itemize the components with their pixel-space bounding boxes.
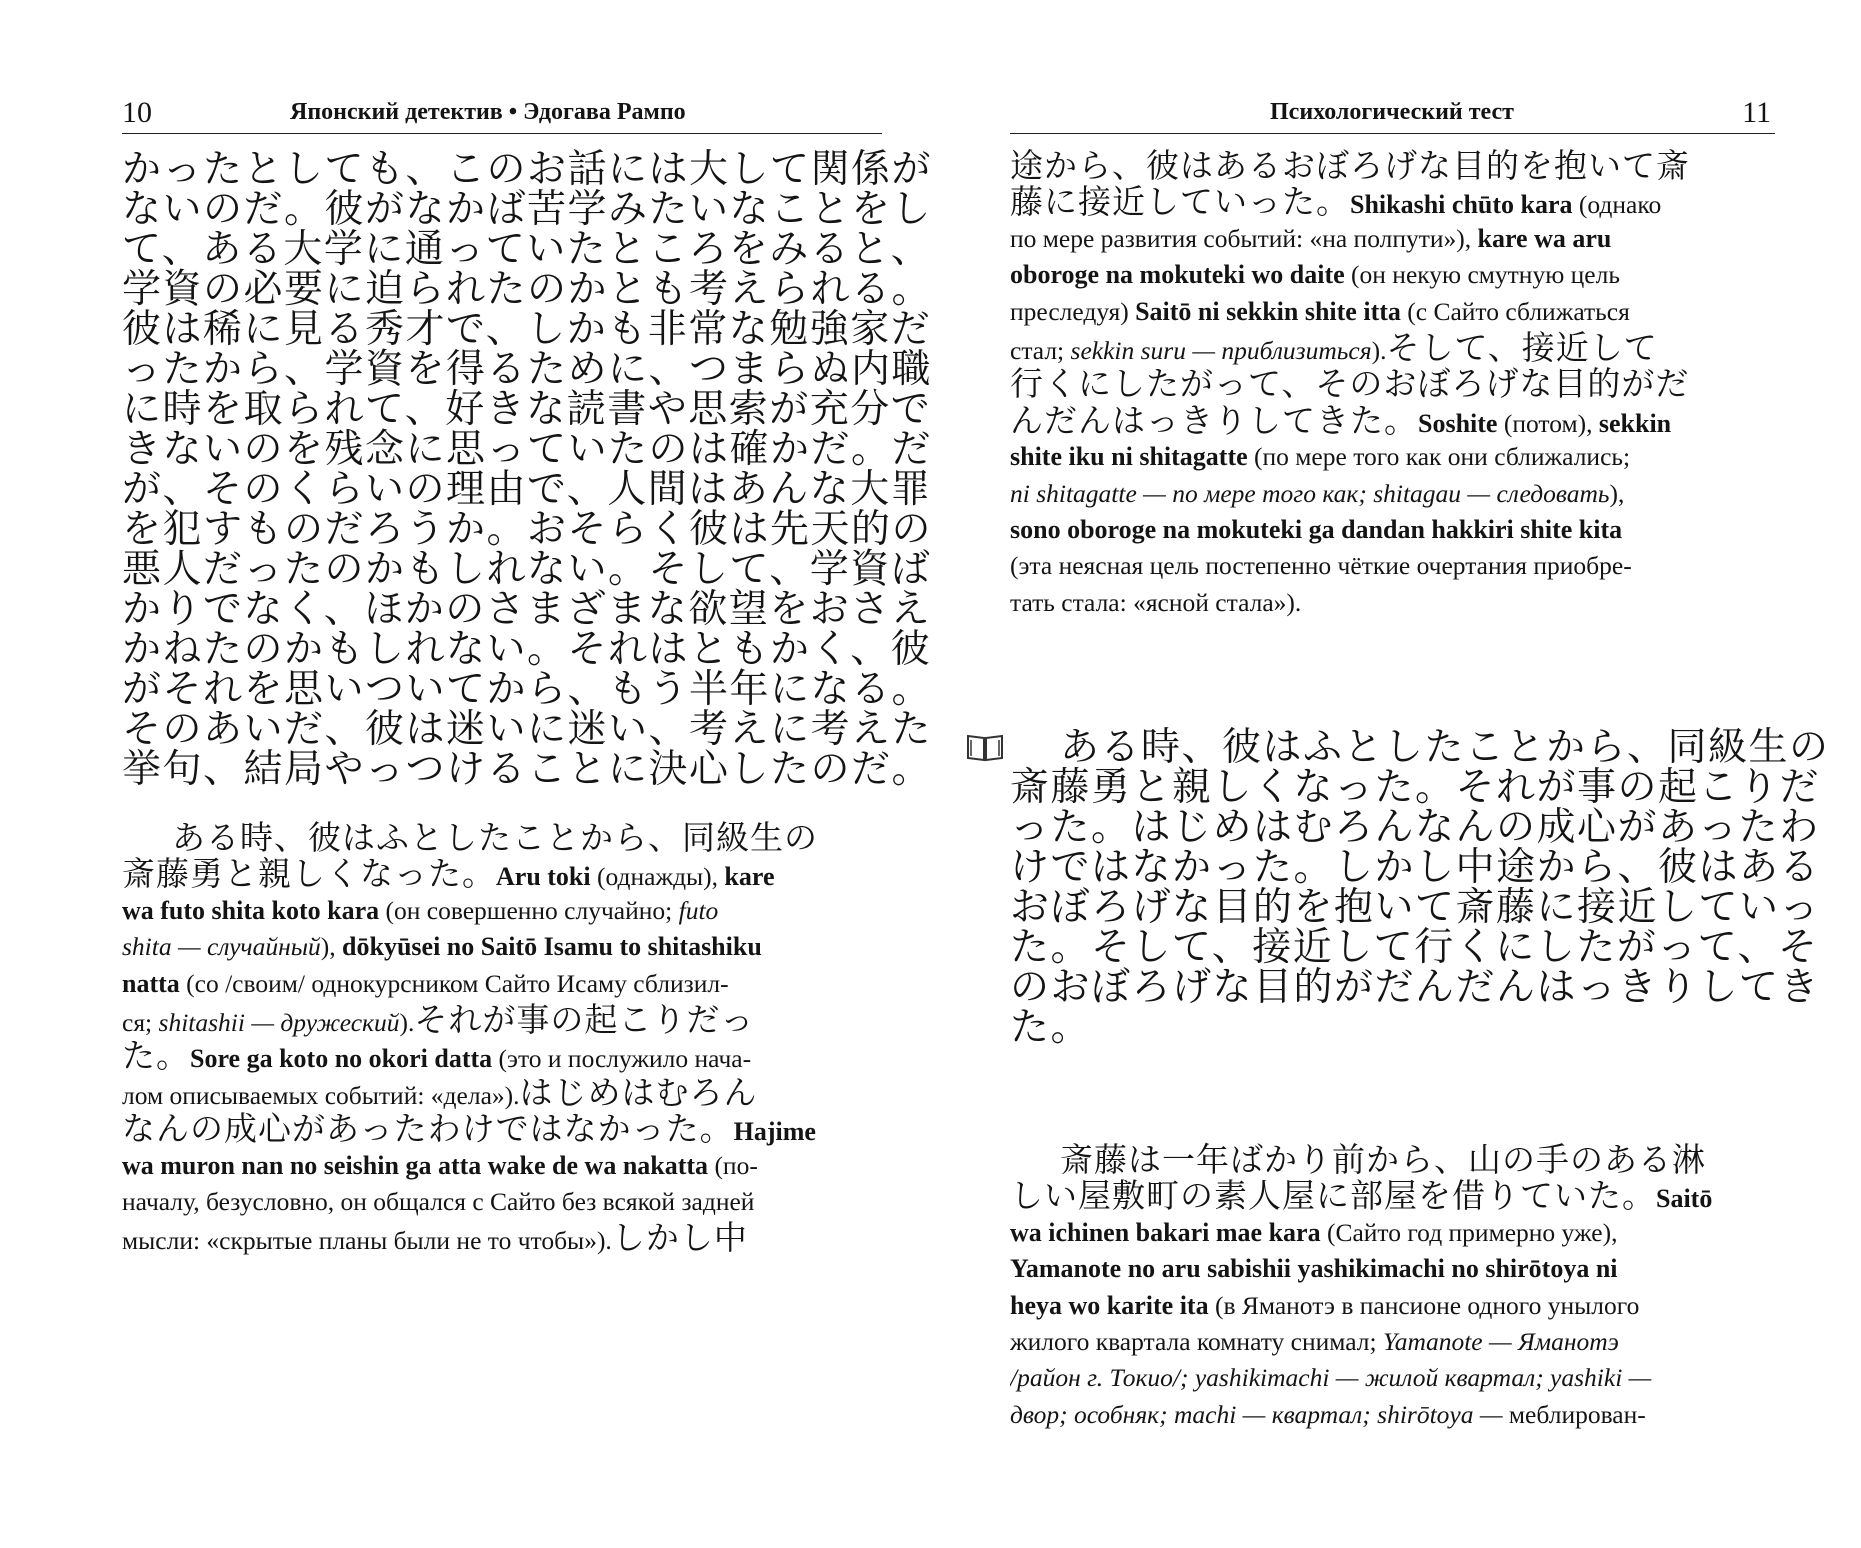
text-line bbox=[122, 1184, 882, 1220]
romaji-text: kare bbox=[724, 862, 775, 892]
romaji-text: Aru toki bbox=[496, 862, 591, 892]
translation-text: по мере развития событий: «на полпути»), bbox=[1010, 223, 1478, 253]
translation-text: лом описываемых событий: «дела»). bbox=[122, 1080, 520, 1110]
running-head-title: Японский детектив • Эдогава Рампо bbox=[290, 99, 686, 125]
text-line bbox=[1010, 1251, 1775, 1287]
text-line bbox=[1010, 476, 1775, 512]
text-line: 学資の必要に迫られたのかとも考えられる。 bbox=[122, 267, 933, 312]
text-line bbox=[122, 893, 882, 929]
japanese-text: はじめはむろん bbox=[519, 1074, 758, 1112]
translation-text: (он некую смутную цель bbox=[1344, 260, 1620, 290]
open-book-icon bbox=[966, 732, 1004, 762]
text-line bbox=[1010, 1360, 1775, 1396]
annotated-paragraph bbox=[1010, 148, 1775, 621]
annotated-paragraph bbox=[1010, 1142, 1775, 1433]
romaji-text: wa futo shita koto kara bbox=[122, 895, 380, 925]
translation-text: (со /своим/ однокурсником Сайто Исаму сблизил- bbox=[179, 968, 729, 998]
text-line: った。はじめはむろんなんの成心があったわ bbox=[1010, 805, 1820, 850]
text-line bbox=[1010, 330, 1775, 366]
translation-text: (он совершенно случайно; bbox=[379, 895, 679, 925]
translation-text: жилого квартала комнату снимал; bbox=[1010, 1326, 1383, 1356]
translation-text: (с Сайто сближаться bbox=[1400, 296, 1630, 326]
translation-text: ), bbox=[320, 932, 343, 962]
right-page bbox=[1010, 0, 1830, 1548]
text-line bbox=[1010, 366, 1775, 402]
japanese-text: 藤に接近していった。 bbox=[1010, 184, 1350, 221]
japanese-paragraph bbox=[122, 147, 933, 792]
text-line bbox=[1010, 1142, 1775, 1178]
translation-text: ). bbox=[399, 1007, 415, 1037]
text-line bbox=[122, 1111, 882, 1147]
text-line bbox=[1010, 294, 1775, 330]
text-line bbox=[122, 1148, 882, 1184]
romaji-text: wa ichinen bakari mae kara bbox=[1010, 1217, 1321, 1247]
text-line: かねたのかもしれない。それはともかく、彼 bbox=[122, 627, 932, 672]
romaji-text: sekkin bbox=[1598, 408, 1672, 438]
translation-text: мысли: «скрытые планы были не то чтобы»). bbox=[122, 1226, 612, 1256]
translation-text: (потом), bbox=[1497, 408, 1599, 438]
text-line bbox=[1010, 1178, 1775, 1214]
text-line bbox=[1010, 184, 1775, 220]
text-line: 悪人だったのかもしれない。そして、学資ば bbox=[122, 547, 932, 592]
text-line: けではなかった。しかし中途から、彼はある bbox=[1010, 845, 1821, 890]
header-rule bbox=[122, 133, 882, 134]
translation-text: (Сайто год примерно уже), bbox=[1320, 1217, 1618, 1247]
text-line bbox=[122, 1220, 882, 1256]
translation-text: началу, безусловно, он общался с Сайто без всякой задней bbox=[122, 1186, 755, 1216]
text-line: 彼は稀に見る秀才で、しかも非常な勉強家だ bbox=[122, 307, 932, 352]
running-head-left bbox=[122, 95, 882, 135]
romaji-text: heya wo karite ita bbox=[1010, 1290, 1209, 1320]
text-line: て、ある大学に通っていたところをみると、 bbox=[122, 227, 932, 272]
running-head-title: Психологический тест bbox=[1270, 99, 1514, 125]
text-line bbox=[122, 856, 882, 892]
japanese-text: それが事の起こりだっ bbox=[414, 1001, 755, 1039]
romaji-text: Soshite bbox=[1418, 408, 1498, 438]
translation-text: ), bbox=[1609, 478, 1625, 508]
text-line: かったとしても、このお話には大して関係が bbox=[122, 147, 933, 192]
japanese-text: なんの成心があったわけではなかった。 bbox=[122, 1111, 734, 1148]
text-line bbox=[1010, 148, 1775, 184]
romaji-text: shite iku ni shitagatte bbox=[1010, 442, 1248, 472]
text-line bbox=[122, 1002, 882, 1038]
translation-text: (в Яманотэ в пансионе одного унылого bbox=[1208, 1290, 1640, 1320]
translation-text: (это и послужило нача- bbox=[492, 1044, 752, 1074]
text-line bbox=[122, 1075, 882, 1111]
text-line: ある時、彼はふとしたことから、同級生の bbox=[1060, 725, 1830, 770]
japanese-text: ある時、彼はふとしたことから、同級生の bbox=[172, 820, 818, 857]
text-line bbox=[122, 966, 882, 1002]
gloss-text: /район г. Токио/; yashikimachi — жилой квартал; yashiki — bbox=[1010, 1363, 1652, 1393]
translation-text: ся; bbox=[122, 1007, 159, 1037]
japanese-text: 行くにしたがって、そのおぼろげな目的がだ bbox=[1010, 366, 1690, 403]
romaji-text: Hajime bbox=[733, 1117, 816, 1147]
page-number: 11 bbox=[1742, 96, 1771, 129]
text-line: 斎藤勇と親しくなった。それが事の起こりだ bbox=[1010, 765, 1821, 810]
japanese-paragraph bbox=[1010, 725, 1830, 1050]
romaji-text: sono oboroge na mokuteki ga dandan hakkiri shite kita bbox=[1010, 514, 1623, 544]
gloss-text: ni shitagatte — по мере того как; shitagau — следовать bbox=[1010, 478, 1610, 508]
japanese-text: しかし中 bbox=[611, 1220, 748, 1257]
romaji-text: Saitō ni sekkin shite itta bbox=[1135, 296, 1401, 326]
translation-text: (эта неясная цель постепенно чёткие очертания приобре- bbox=[1010, 551, 1632, 581]
japanese-text: 斎藤は一年ばかり前から、山の手のある淋 bbox=[1060, 1142, 1706, 1179]
translation-text: тать стала: «ясной стала»). bbox=[1010, 587, 1302, 617]
japanese-text: んだんはっきりしてきた。 bbox=[1010, 402, 1418, 440]
text-line bbox=[1010, 1288, 1775, 1324]
translation-text: (однажды), bbox=[590, 862, 725, 892]
translation-text: (однако bbox=[1572, 190, 1662, 220]
gloss-text: shita — случайный bbox=[122, 932, 321, 962]
text-line bbox=[1010, 585, 1775, 621]
text-line bbox=[1010, 221, 1775, 257]
romaji-text: oboroge na mokuteki wo daite bbox=[1010, 260, 1345, 290]
text-line bbox=[1010, 548, 1775, 584]
translation-text: (по мере того как они сближались; bbox=[1247, 442, 1631, 472]
text-line: おぼろげな目的を抱いて斎藤に接近していっ bbox=[1010, 885, 1821, 930]
translation-text: меблирован- bbox=[1508, 1399, 1646, 1429]
page-number: 10 bbox=[122, 96, 152, 129]
left-page bbox=[122, 0, 933, 1548]
text-line: のおぼろげな目的がだんだんはっきりしてき bbox=[1010, 965, 1821, 1010]
translation-text: ). bbox=[1371, 335, 1387, 365]
running-head-right bbox=[1010, 95, 1775, 135]
japanese-text: しい屋敷町の素人屋に部屋を借りていた。 bbox=[1010, 1178, 1656, 1215]
romaji-text: Yamanote no aru sabishii yashikimachi no shirōtoya ni bbox=[1010, 1254, 1618, 1284]
translation-text: (по- bbox=[708, 1150, 758, 1180]
text-line bbox=[1010, 1324, 1775, 1360]
text-line bbox=[1010, 257, 1775, 293]
text-line: ったから、学資を得るために、つまらぬ内職 bbox=[122, 347, 933, 392]
text-line: に時を取られて、好きな読書や思索が充分で bbox=[122, 387, 932, 432]
text-line bbox=[1010, 512, 1775, 548]
text-line bbox=[122, 1038, 882, 1074]
text-line: た。そして、接近して行くにしたがって、そ bbox=[1010, 925, 1819, 970]
text-line bbox=[122, 929, 882, 965]
text-line: かりでなく、ほかのさまざまな欲望をおさえ bbox=[122, 587, 932, 632]
japanese-text: た。 bbox=[122, 1038, 190, 1075]
japanese-text: 途から、彼はあるおぼろげな目的を抱いて斎 bbox=[1010, 148, 1690, 185]
japanese-text: 斎藤勇と親しくなった。 bbox=[122, 856, 496, 893]
text-line: た。 bbox=[1010, 1005, 1092, 1050]
annotated-paragraph bbox=[122, 820, 882, 1257]
text-line: 挙句、結局やっつけることに決心したのだ。 bbox=[122, 747, 933, 792]
romaji-text: natta bbox=[122, 968, 180, 998]
gloss-text: двор; особняк; machi — квартал; shirōtoya — bbox=[1010, 1399, 1509, 1429]
text-line bbox=[1010, 1215, 1775, 1251]
gloss-text: Yamanote — Яманотэ bbox=[1382, 1326, 1619, 1356]
romaji-text: wa muron nan no seishin ga atta wake de wa nakatta bbox=[122, 1150, 709, 1180]
text-line: がそれを思いついてから、もう半年になる。 bbox=[122, 667, 933, 712]
gloss-text: sekkin suru — приблизиться bbox=[1070, 335, 1372, 365]
romaji-text: dōkyūsei no Saitō Isamu to shitashiku bbox=[342, 932, 762, 962]
translation-text: стал; bbox=[1010, 335, 1071, 365]
text-line bbox=[1010, 439, 1775, 475]
romaji-text: Saitō bbox=[1656, 1184, 1713, 1214]
romaji-text: Shikashi chūto kara bbox=[1350, 190, 1573, 220]
text-line: ないのだ。彼がなかば苦学みたいなことをし bbox=[122, 187, 933, 232]
romaji-text: Sore ga koto no okori datta bbox=[190, 1044, 493, 1074]
translation-text: преследуя) bbox=[1010, 296, 1136, 326]
text-line: きないのを残念に思っていたのは確かだ。だ bbox=[122, 427, 933, 472]
text-line bbox=[122, 820, 882, 856]
text-line bbox=[1010, 1397, 1775, 1433]
header-rule bbox=[1010, 133, 1775, 134]
gloss-text: shitashii — дружеский bbox=[158, 1007, 400, 1037]
text-line: そのあいだ、彼は迷いに迷い、考えに考えた bbox=[122, 707, 933, 752]
text-line bbox=[1010, 403, 1775, 439]
romaji-text: kare wa aru bbox=[1477, 223, 1612, 253]
text-line: が、そのくらいの理由で、人間はあんな大罪 bbox=[122, 467, 932, 512]
gloss-text: futo bbox=[678, 895, 719, 925]
japanese-text: そして、接近して bbox=[1386, 329, 1658, 367]
text-line: を犯すものだろうか。おそらく彼は先天的の bbox=[122, 507, 933, 552]
